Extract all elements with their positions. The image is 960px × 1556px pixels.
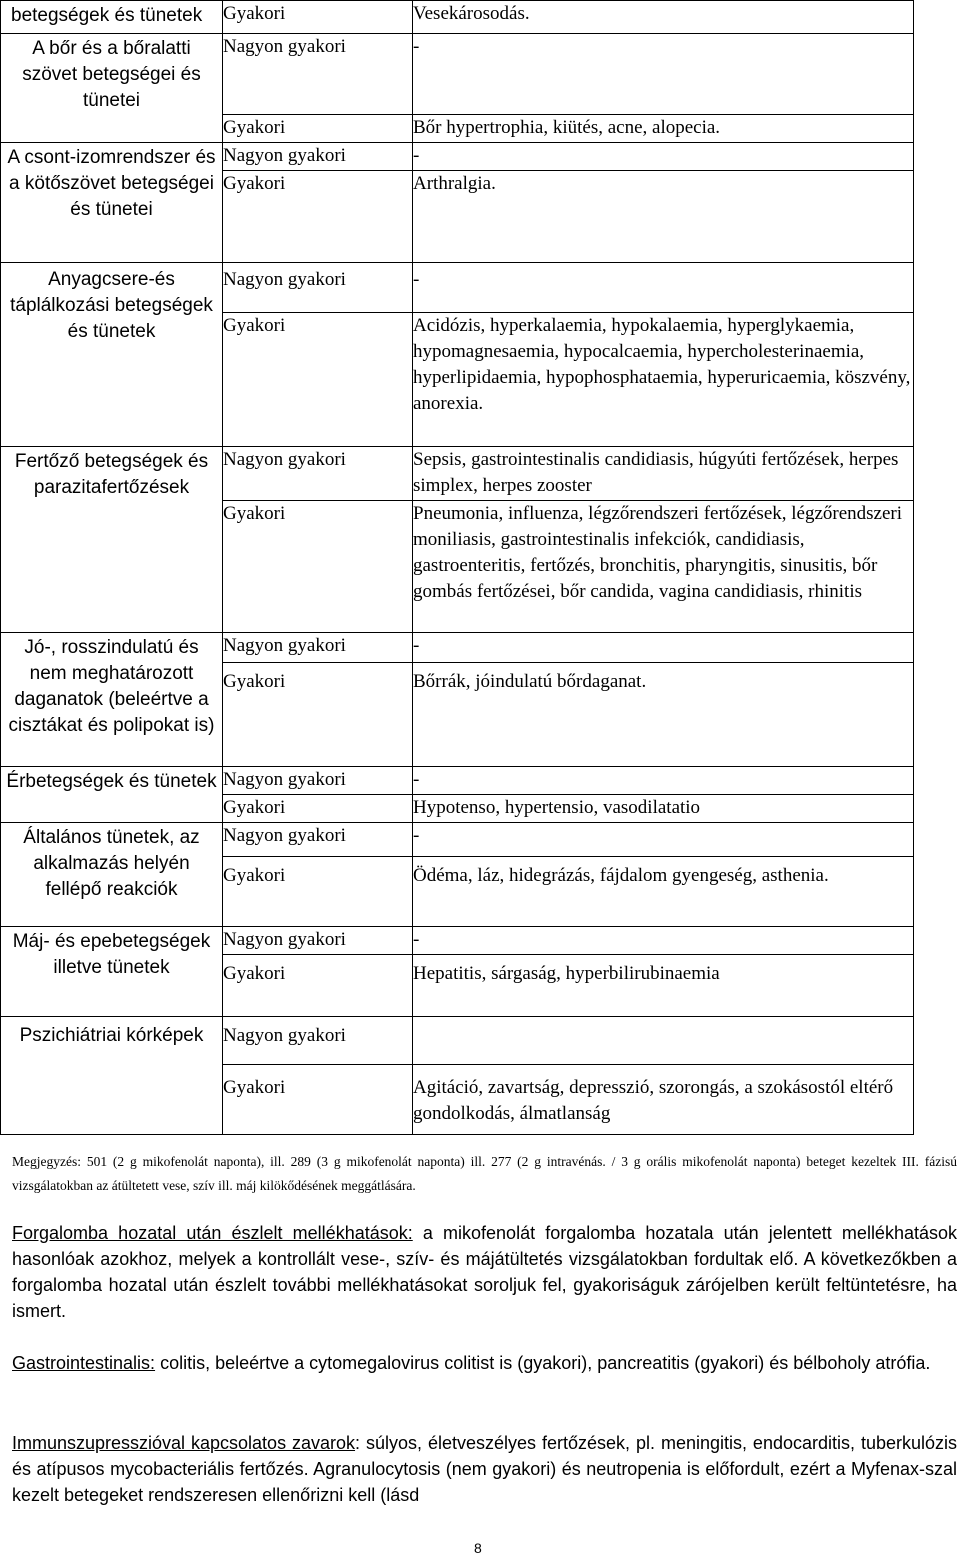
organ-class-cell: Máj- és epebetegségek illetve tünetek <box>1 927 223 1017</box>
frequency-cell: Nagyon gyakori <box>223 767 413 795</box>
frequency-cell: Nagyon gyakori <box>223 34 413 115</box>
effects-cell: - <box>413 263 914 313</box>
postmarketing-heading: Forgalomba hozatal után észlelt mellékhatások: <box>12 1223 413 1243</box>
effects-cell: Bőrrák, jóindulatú bőrdaganat. <box>413 663 914 767</box>
table-row <box>1 447 914 501</box>
effects-cell: - <box>413 143 914 171</box>
table-row <box>1 823 914 857</box>
effects-cell: Sepsis, gastrointestinalis candidiasis, húgyúti fertőzések, herpes simplex, herpes zooster <box>413 447 914 501</box>
effects-cell: Ödéma, láz, hidegrázás, fájdalom gyengeség, asthenia. <box>413 857 914 927</box>
immuno-paragraph <box>12 1430 957 1508</box>
table-row <box>1 1 914 34</box>
table-row <box>1 143 914 171</box>
frequency-cell: Gyakori <box>223 1 413 34</box>
frequency-cell: Nagyon gyakori <box>223 263 413 313</box>
frequency-cell: Gyakori <box>223 663 413 767</box>
frequency-cell: Gyakori <box>223 171 413 263</box>
postmarketing-paragraph <box>12 1220 957 1324</box>
table-row <box>1 263 914 313</box>
organ-class-cell: Pszichiátriai kórképek <box>1 1017 223 1135</box>
frequency-cell: Gyakori <box>223 955 413 1017</box>
effects-cell: - <box>413 767 914 795</box>
effects-cell: Vesekárosodás. <box>413 1 914 34</box>
frequency-cell: Gyakori <box>223 115 413 143</box>
effects-cell: Bőr hypertrophia, kiütés, acne, alopecia. <box>413 115 914 143</box>
frequency-cell: Gyakori <box>223 795 413 823</box>
organ-class-cell: betegségek és tünetek <box>1 1 223 34</box>
frequency-cell: Nagyon gyakori <box>223 633 413 663</box>
organ-class-cell: Általános tünetek, az alkalmazás helyén fellépő reakciók <box>1 823 223 927</box>
organ-class-cell: A csont-izomrendszer és a kötőszövet betegségei és tünetei <box>1 143 223 263</box>
frequency-cell: Gyakori <box>223 313 413 447</box>
organ-class-cell: Fertőző betegségek és parazitafertőzések <box>1 447 223 633</box>
effects-cell: Acidózis, hyperkalaemia, hypokalaemia, hyperglykaemia, hypomagnesaemia, hypocalcaemia, hypercholesterinaemia, hyperlipidaemia, hypophosphataemia, hyperuricaemia, köszvény, anorexia. <box>413 313 914 447</box>
effects-cell: - <box>413 34 914 115</box>
frequency-cell: Gyakori <box>223 857 413 927</box>
table-row <box>1 633 914 663</box>
table-row <box>1 927 914 955</box>
effects-cell: Hepatitis, sárgaság, hyperbilirubinaemia <box>413 955 914 1017</box>
table-row <box>1 767 914 795</box>
effects-cell: Agitáció, zavartság, depresszió, szorongás, a szokásostól eltérő gondolkodás, álmatlanság <box>413 1065 914 1135</box>
gastro-heading: Gastrointestinalis: <box>12 1353 156 1373</box>
effects-cell: Pneumonia, influenza, légzőrendszeri fertőzések, légzőrendszeri moniliasis, gastrointestinalis infekciók, candidiasis, gastroenteritis, fertőzés, bronchitis, pharyngitis, sinusitis, bőr gombás fertőzései, bőr candida, vagina candidiasis, rhinitis <box>413 501 914 633</box>
table-footnote: Megjegyzés: 501 (2 g mikofenolát naponta), ill. 289 (3 g mikofenolát naponta) ill. 277 (2 g intravénás. / 3 g orális mikofenolát naponta) beteget kezeltek III. fázisú vizsgálatokban az átültetett vese, szív ill. máj kilökődésének meggátlására. <box>12 1154 957 1193</box>
table-row <box>1 1017 914 1065</box>
effects-cell <box>413 1017 914 1065</box>
effects-cell: Hypotenso, hypertensio, vasodilatatio <box>413 795 914 823</box>
immuno-text: : súlyos, életveszélyes fertőzések, pl. meningitis, endocarditis, tuberkulózis és atípusos mycobacteriális fertőzés. Agranulocytosis (nem gyakori) és neutropenia is előfordult, ezért a Myfenax-szal kezelt betegeket rendszeresen ellenőrizni kell (lásd <box>12 1433 957 1505</box>
frequency-cell: Nagyon gyakori <box>223 1017 413 1065</box>
frequency-cell: Nagyon gyakori <box>223 143 413 171</box>
postmarketing-text: a mikofenolát forgalomba hozatala után jelentett mellékhatások hasonlóak azokhoz, melyek a kontrollált vese-, szív- és májátültetés vizsgálatokban fordultak elő. A következőkben a forgalomba hozatal után észlelt további mellékhatásokat soroljuk fel, gyakoriságuk zárójelben került feltüntetésre, ha ismert. <box>12 1223 957 1321</box>
effects-cell: - <box>413 633 914 663</box>
frequency-cell: Nagyon gyakori <box>223 823 413 857</box>
immuno-heading: Immunszupresszióval kapcsolatos zavarok <box>12 1433 356 1453</box>
table-row <box>1 34 914 115</box>
organ-class-cell: Anyagcsere-és táplálkozási betegségek és tünetek <box>1 263 223 447</box>
organ-class-cell: Érbetegségek és tünetek <box>1 767 223 823</box>
organ-class-cell: A bőr és a bőralatti szövet betegségei és tünetei <box>1 34 223 143</box>
frequency-cell: Nagyon gyakori <box>223 927 413 955</box>
effects-cell: - <box>413 927 914 955</box>
page-number: 8 <box>474 1540 482 1556</box>
frequency-cell: Nagyon gyakori <box>223 447 413 501</box>
frequency-cell: Gyakori <box>223 1065 413 1135</box>
organ-class-cell: Jó-, rosszindulatú és nem meghatározott daganatok (beleértve a cisztákat és polipokat is) <box>1 633 223 767</box>
gastro-paragraph <box>12 1350 957 1376</box>
gastro-text: colitis, beleértve a cytomegalovirus colitist is (gyakori), pancreatitis (gyakori) és bélboholy atrófia. <box>155 1353 931 1373</box>
effects-cell: - <box>413 823 914 857</box>
frequency-cell: Gyakori <box>223 501 413 633</box>
effects-cell: Arthralgia. <box>413 171 914 263</box>
